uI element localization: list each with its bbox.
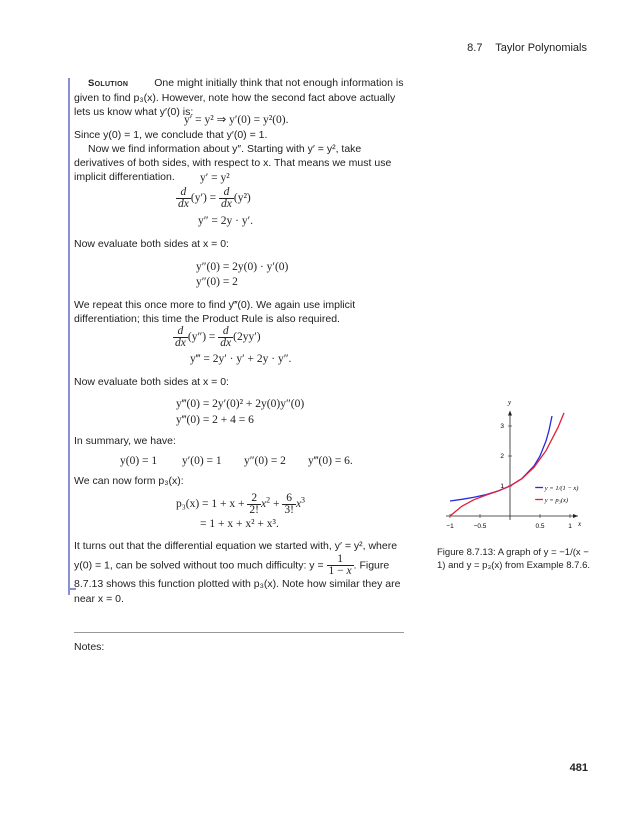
- paragraph-6: Now evaluate both sides at x = 0:: [74, 376, 229, 388]
- x-tick-label: 1: [568, 523, 572, 530]
- section-title: Taylor Polynomials: [495, 42, 587, 54]
- paragraph-1-text: One might initially think that not enough information is given to find p₃(x). However, note how the second fact above actually lets us know what y′(0) is:: [74, 77, 404, 118]
- equation-2-line-3: y″ = 2y · y′.: [198, 215, 253, 227]
- notes-divider: [74, 632, 404, 633]
- equation-4-line-2: y‴ = 2y′ · y′ + 2y · y″.: [190, 353, 292, 365]
- x-axis-arrow: [573, 514, 578, 518]
- paragraph-9: It turns out that the differential equation we started with, y′ = y², where y(0) = 1, can be solved without too much difficulty: y = $\frac{1}{1 - x}$ . Figure 8.7.13 shows this function plotted with p₃(x). Note how similar they are near x = 0.: [74, 540, 401, 605]
- y-tick-label: 3: [500, 423, 504, 430]
- y-tick-label: 2: [500, 453, 504, 460]
- y-tick-label: 1: [500, 483, 504, 490]
- equation-6-line-1: p₃(x) = 1 + x + $\frac{2}{2!}$ $x^2$ + $\frac{6}{3!}$ $x^3$: [176, 492, 306, 516]
- x-tick-label: −1: [446, 523, 454, 530]
- legend-label-1: y = 1/(1 − x): [544, 485, 579, 492]
- page-number: 481: [569, 762, 588, 774]
- x-axis-label: x: [578, 520, 582, 528]
- y-axis-arrow: [508, 411, 512, 416]
- taylor-chart: [430, 398, 600, 543]
- x-tick-label: 0.5: [535, 523, 545, 530]
- x-tick-label: −0.5: [473, 523, 487, 530]
- equation-6-line-2: = 1 + x + x² + x³.: [200, 518, 279, 530]
- equation-3-line-1: y″(0) = 2y(0) · y′(0): [196, 261, 289, 273]
- paragraph-4: Now evaluate both sides at x = 0:: [74, 238, 229, 250]
- summary-1: y(0) = 1: [120, 455, 158, 467]
- summary-2: y′(0) = 1: [182, 455, 222, 467]
- y-axis-label: y: [508, 398, 512, 407]
- equation-3-line-2: y″(0) = 2: [196, 276, 238, 288]
- paragraph-5: We repeat this once more to find y‴(0). We again use implicit differentiation; this time the Product Rule is also required.: [74, 299, 356, 325]
- notes-label: Notes:: [74, 641, 105, 653]
- equation-1: y′ = y² ⇒ y′(0) = y²(0).: [184, 114, 289, 126]
- paragraph-8: We can now form p₃(x):: [74, 475, 184, 487]
- solution-label: Solution: [88, 78, 129, 89]
- equation-5-line-2: y‴(0) = 2 + 4 = 6: [176, 414, 254, 426]
- paragraph-2: Since y(0) = 1, we conclude that y′(0) = 1.: [74, 129, 268, 141]
- equation-5-line-1: y‴(0) = 2y′(0)² + 2y(0)y″(0): [176, 398, 305, 410]
- equation-4-line-1: $\frac{d}{dx}$ (y″) = $\frac{d}{dx}$ (2yy′): [175, 325, 261, 349]
- example-margin-bar: [68, 78, 70, 595]
- chart-legend: [535, 485, 578, 504]
- equation-2-line-1: y′ = y²: [200, 172, 230, 184]
- legend-label-2: y = p₃(x): [544, 497, 569, 504]
- summary-3: y″(0) = 2: [244, 455, 286, 467]
- paragraph-3: Now we find information about y″. Starting with y′ = y², take derivatives of both sides, with respect to x. That means we must use implicit differentiation.: [74, 143, 392, 183]
- paragraph-7: In summary, we have:: [74, 435, 176, 447]
- section-number: 8.7: [467, 42, 483, 54]
- running-header: [467, 42, 587, 54]
- figure-caption: Figure 8.7.13: A graph of y = −1/(x − 1) and y = p₃(x) from Example 8.7.6.: [437, 547, 591, 571]
- summary-4: y‴(0) = 6.: [308, 455, 353, 467]
- equation-2-line-2: $\frac{d}{dx}$ (y′) = $\frac{d}{dx}$ (y²): [178, 186, 251, 210]
